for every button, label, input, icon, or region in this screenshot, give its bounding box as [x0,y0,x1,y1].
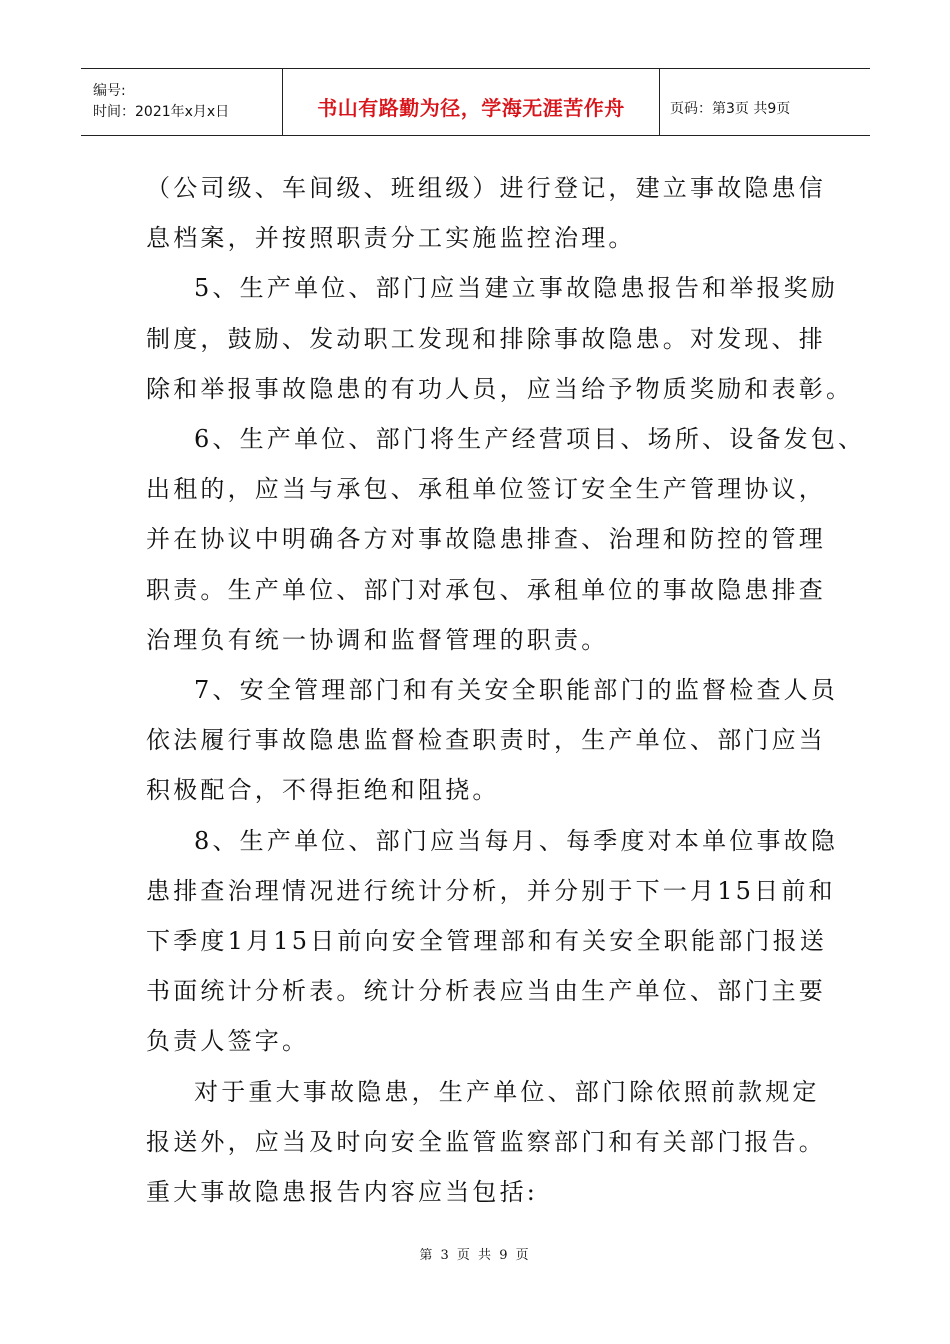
body-line: 报送外，应当及时向安全监管监察部门和有关部门报告。 [146,1127,826,1156]
body-line: 息档案，并按照职责分工实施监控治理。 [146,224,636,253]
body-line: 5、生产单位、部门应当建立事故隐患报告和举报奖励 [194,274,839,303]
body-line: 依法履行事故隐患监督检查职责时，生产单位、部门应当 [146,726,826,755]
footer-page-number: 第 3 页 共 9 页 [419,1248,531,1263]
body-line: 书面统计分析表。统计分析表应当由生产单位、部门主要 [146,977,826,1006]
page-header [81,68,870,136]
header-page-cell [660,69,870,135]
header-motto: 书山有路勤为径，学海无涯苦作舟 [317,95,625,120]
body-line: 治理负有统一协调和监督管理的职责。 [146,625,609,654]
header-meta-cell [81,69,283,135]
body-line: 职责。生产单位、部门对承包、承租单位的事故隐患排查 [146,575,826,604]
page-footer [0,1244,950,1263]
header-motto-cell [283,69,660,135]
header-page-number: 页码：第3页 共9页 [670,101,791,117]
doc-number-label: 编号: [93,83,126,99]
body-line: 除和举报事故隐患的有功人员，应当给予物质奖励和表彰。 [146,374,854,403]
body-line: 6、生产单位、部门将生产经营项目、场所、设备发包、 [194,425,866,454]
body-line: 下季度1月15日前向安全管理部和有关安全职能部门报送 [146,927,828,956]
body-line: 制度，鼓励、发动职工发现和排除事故隐患。对发现、排 [146,324,826,353]
body-line: 7、安全管理部门和有关安全职能部门的监督检查人员 [194,676,839,705]
date-label: 时间：2021年x月x日 [93,104,230,120]
body-line: 积极配合，不得拒绝和阻挠。 [146,776,500,805]
body-line: 出租的，应当与承包、承租单位签订安全生产管理协议， [146,475,826,504]
body-text [146,163,866,1217]
body-line: 对于重大事故隐患，生产单位、部门除依照前款规定 [194,1077,820,1106]
body-line: 8、生产单位、部门应当每月、每季度对本单位事故隐 [194,826,839,855]
body-line: （公司级、车间级、班组级）进行登记，建立事故隐患信 [146,174,826,202]
body-line: 并在协议中明确各方对事故隐患排查、治理和防控的管理 [146,525,826,554]
body-line: 重大事故隐患报告内容应当包括: [146,1178,539,1207]
body-line: 患排查治理情况进行统计分析，并分别于下一月15日前和 [146,876,836,905]
body-line: 负责人签字。 [146,1027,310,1056]
